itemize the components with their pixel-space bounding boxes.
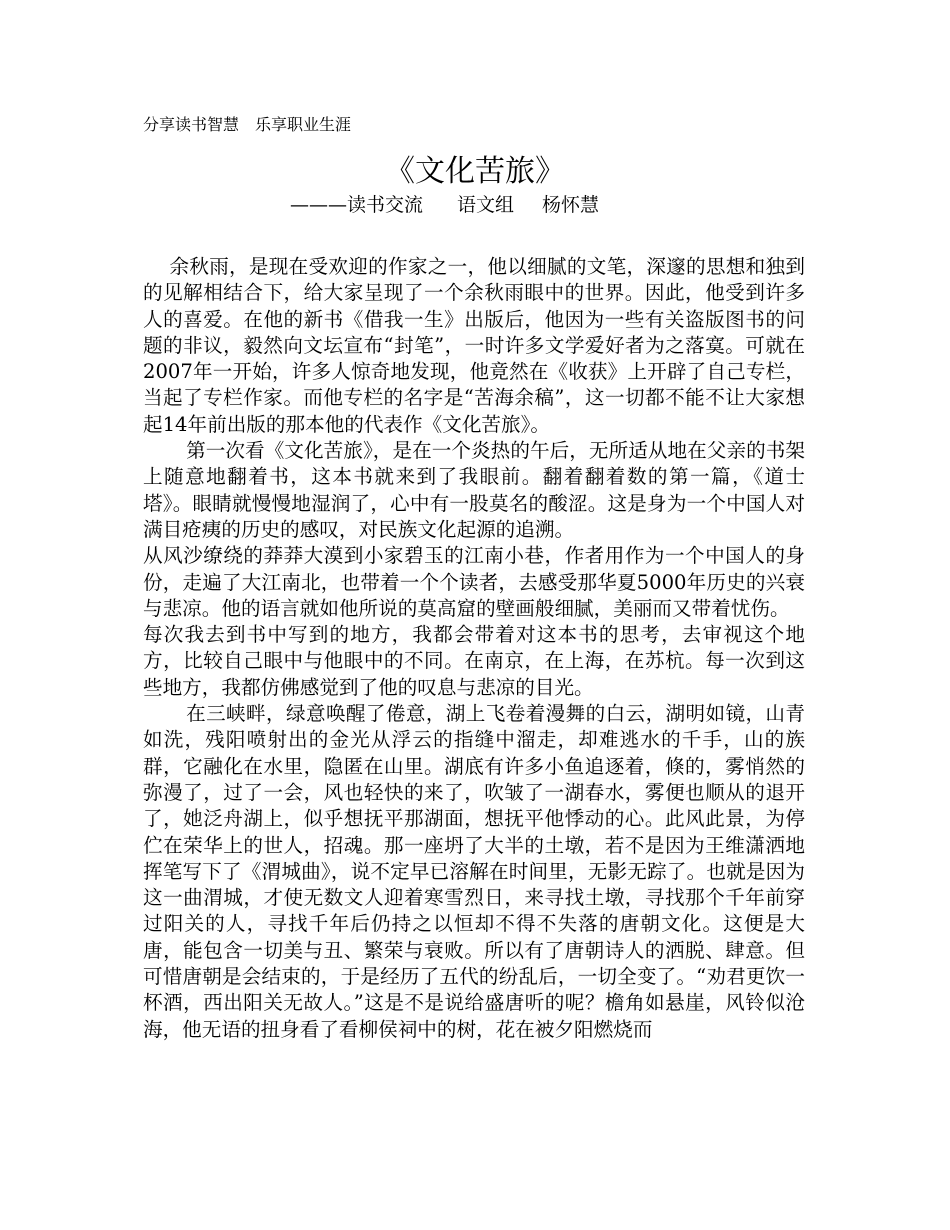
document-body xyxy=(143,254,805,1043)
subtitle-group: 语文组 xyxy=(457,194,515,216)
body-paragraph: 每次我去到书中写到的地方，我都会带着对这本书的思考，去审视这个地方，比较自己眼中与他眼中的不同。在南京，在上海，在苏杭。每一次到这些地方，我都仿佛感觉到了他的叹息与悲凉的目光。 xyxy=(143,623,805,699)
body-paragraph: 余秋雨，是现在受欢迎的作家之一，他以细腻的文笔，深邃的思想和独到的见解相结合下，给大家呈现了一个余秋雨眼中的世界。因此，他受到许多人的喜爱。在他的新书《借我一生》出版后，他因为一些有关盗版图书的问题的非议，毅然向文坛宣布“封笔”，一时许多文学爱好者为之落寞。可就在2007年一开始，许多人惊奇地发现，他竟然在《收获》上开辟了自己专栏，当起了专栏作家。而他专栏的名字是“苦海余稿”，这一切都不能不让大家想起14年前出版的那本他的代表作《文化苦旅》。 xyxy=(143,255,805,436)
document-title: 《文化苦旅》 xyxy=(385,154,565,189)
document-subtitle xyxy=(290,192,599,218)
body-paragraph: 在三峡畔，绿意唤醒了倦意，湖上飞卷着漫舞的白云，湖明如镜，山青如洗，残阳喷射出的金光从浮云的指缝中溜走，却难逃水的千手，山的族群，它融化在水里，隐匿在山里。湖底有许多小鱼追逐着，倏的，雾悄然的弥漫了，过了一会，风也轻快的来了，吹皱了一湖春水，雾便也顺从的退开了，她泛舟湖上，似乎想抚平那湖面，想抚平他悸动的心。此风此景，为停伫在荣华上的世人，招魂。那一座坍了大半的土墩，若不是因为王维潇洒地挥笔写下了《渭城曲》，说不定早已溶解在时间里，无影无踪了。也就是因为这一曲渭城，才使无数文人迎着寒雪烈日，来寻找土墩，寻找那个千年前穿过阳关的人，寻找千年后仍持之以恒却不得不失落的唐朝文化。这便是大唐，能包含一切美与丑、繁荣与衰败。所以有了唐朝诗人的洒脱、肆意。但可惜唐朝是会结束的，于是经历了五代的纷乱后，一切全变了。“劝君更饮一杯酒，西出阳关无故人。”这是不是说给盛唐听的呢？檐角如悬崖，风铃似沧海，他无语的扭身看了看柳侯祠中的树，花在被夕阳燃烧而 xyxy=(143,702,805,1041)
header-left-text: 分享读书智慧 xyxy=(143,115,240,134)
body-paragraph: 从风沙缭绕的莽莽大漠到小家碧玉的江南小巷，作者用作为一个中国人的身份，走遍了大江南北，也带着一个个读者，去感受那华夏5000年历史的兴衰与悲凉。他的语言就如他所说的莫高窟的壁画般细腻，美丽而又带着忧伤。 xyxy=(143,544,805,620)
running-header xyxy=(143,114,351,136)
header-right-text: 乐享职业生涯 xyxy=(255,115,352,134)
body-paragraph: 第一次看《文化苦旅》，是在一个炎热的午后，无所适从地在父亲的书架上随意地翻着书，这本书就来到了我眼前。翻着翻着数的第一篇，《道士塔》。眼睛就慢慢地湿润了，心中有一股莫名的酸涩。这是身为一个中国人对满目疮痍的历史的感叹，对民族文化起源的追溯。 xyxy=(143,439,805,541)
subtitle-author: 杨怀慧 xyxy=(542,194,600,216)
subtitle-prefix: ———读书交流 xyxy=(290,194,424,216)
